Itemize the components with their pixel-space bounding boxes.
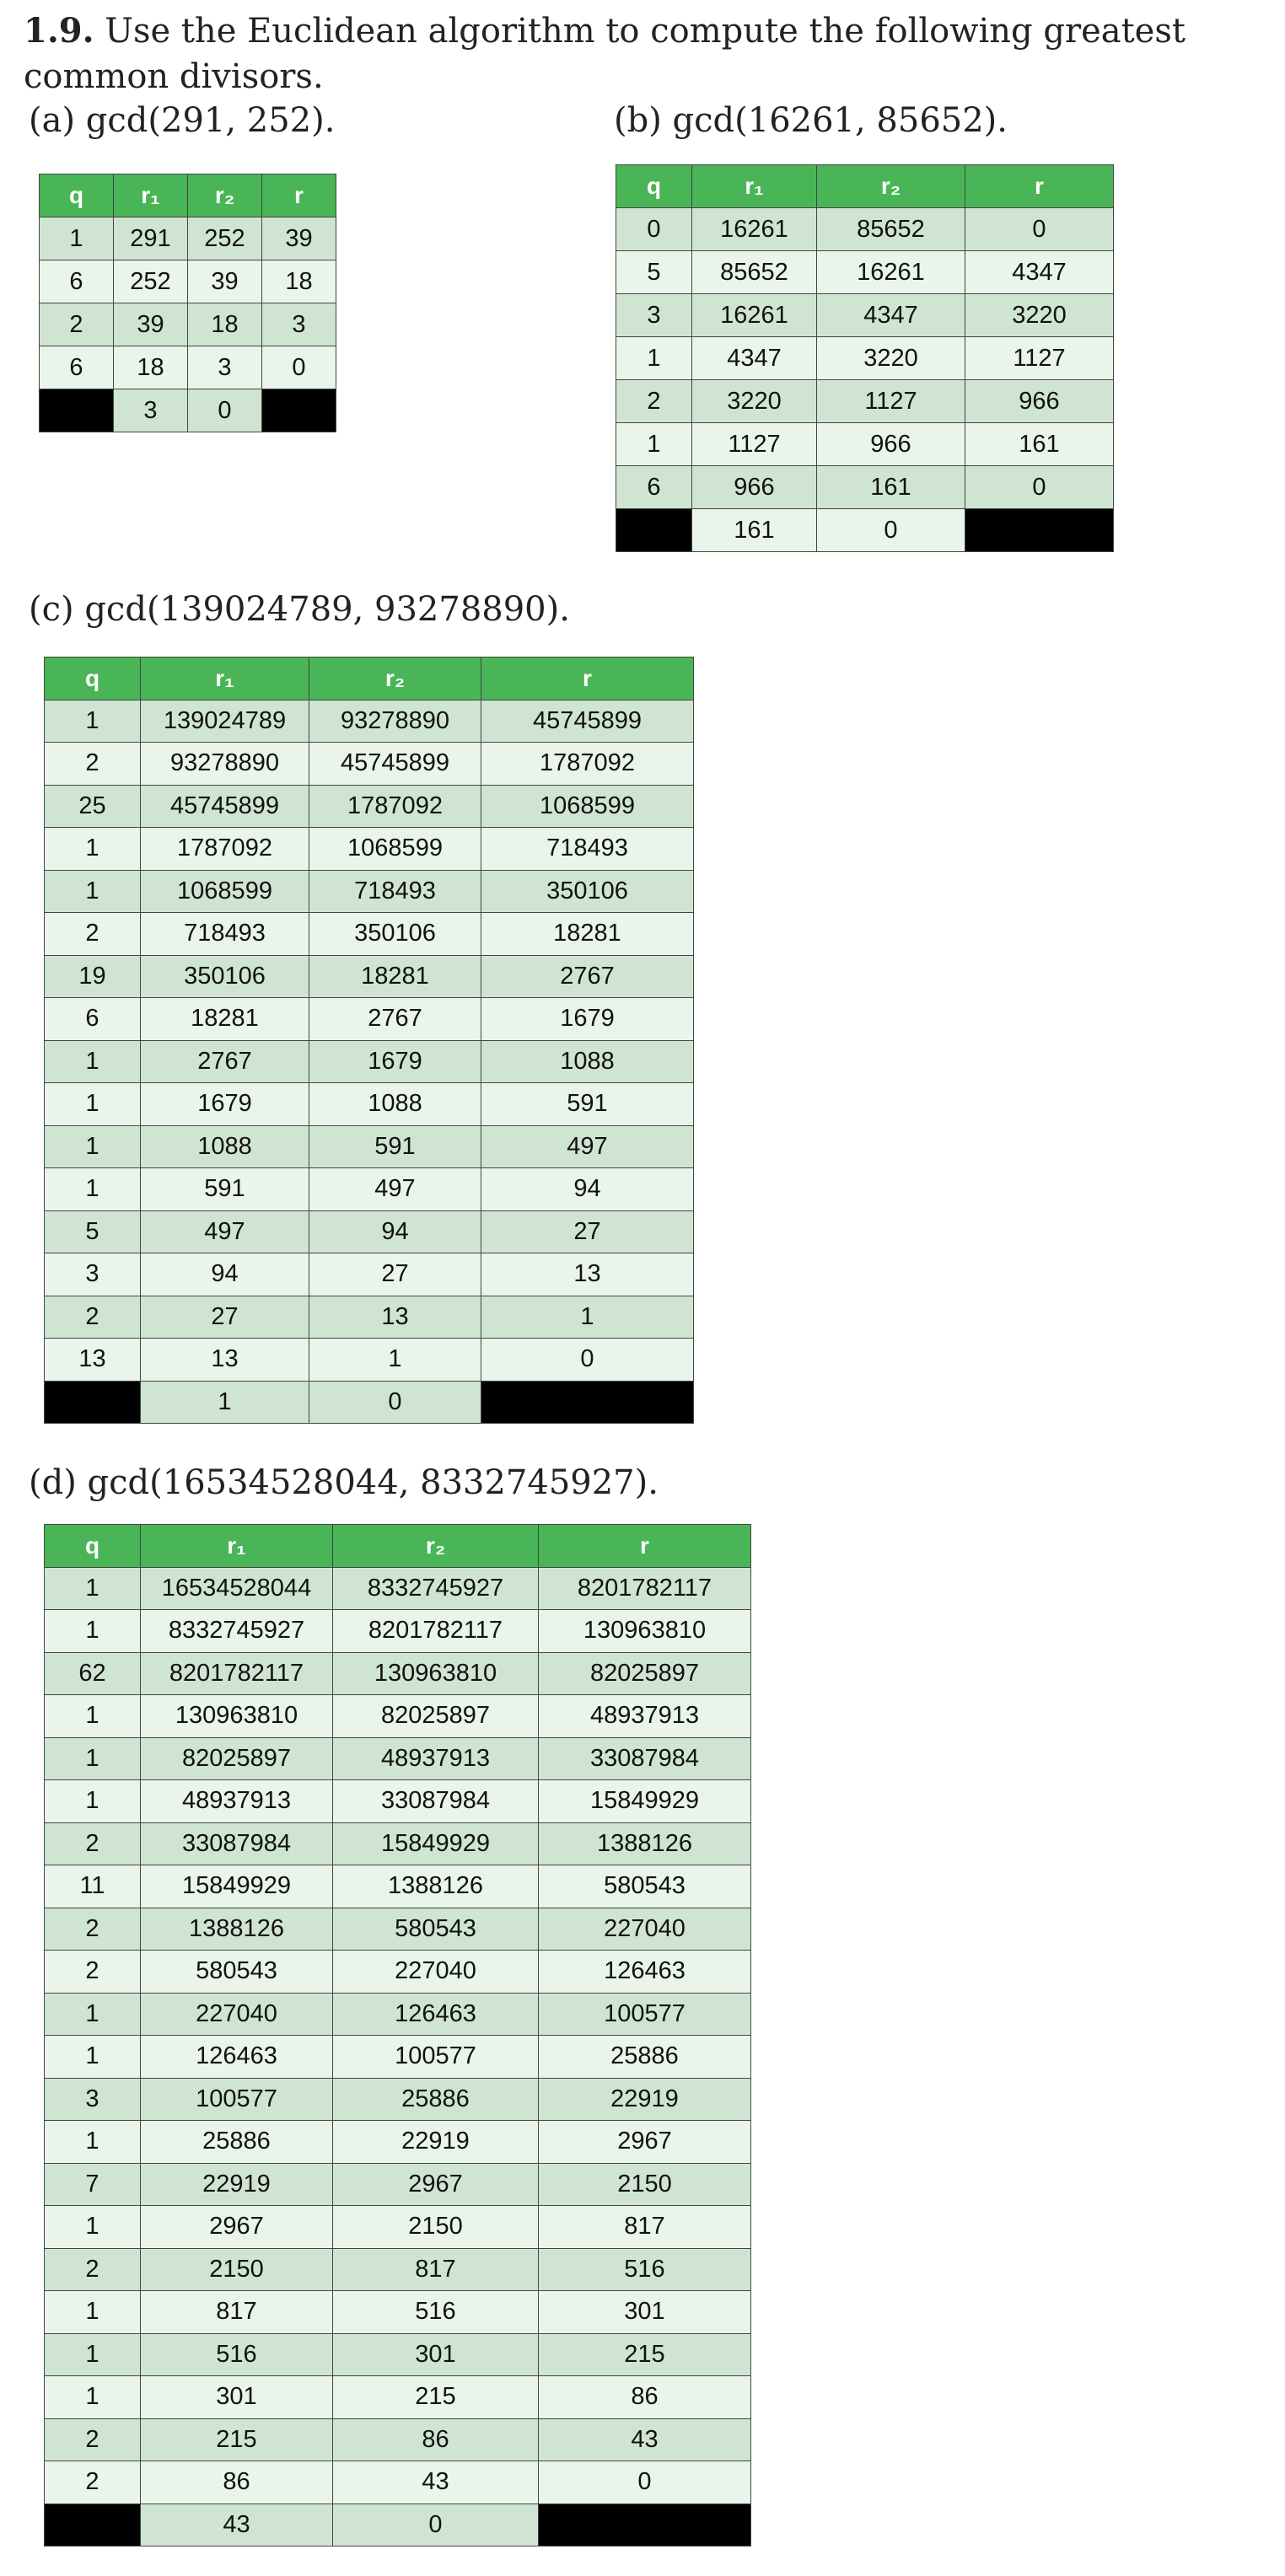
cell-q: 11	[45, 1865, 141, 1908]
cell-r: 15849929	[539, 1780, 751, 1823]
column-header-r: r	[539, 1525, 751, 1568]
cell-q: 3	[616, 294, 692, 337]
cell-r1: 291	[114, 217, 188, 260]
table-row	[45, 1695, 751, 1738]
blank-cell	[481, 1381, 694, 1424]
cell-q: 2	[45, 913, 141, 956]
table-row	[616, 208, 1114, 251]
cell-r2: 1388126	[333, 1865, 539, 1908]
table-row	[45, 2036, 751, 2079]
cell-r1: 817	[141, 2291, 333, 2334]
column-header-r1: r₁	[141, 1525, 333, 1568]
cell-r1: 27	[141, 1296, 309, 1339]
cell-r: 0	[965, 208, 1114, 251]
cell-r1: 93278890	[141, 743, 309, 786]
cell-r: 817	[539, 2206, 751, 2249]
cell-r: 1088	[481, 1040, 694, 1083]
cell-r1: 4347	[692, 337, 817, 380]
cell-r1: 1068599	[141, 870, 309, 913]
cell-q: 1	[45, 1567, 141, 1610]
table-row	[45, 1822, 751, 1865]
cell-q: 3	[45, 1253, 141, 1296]
cell-q: 1	[45, 700, 141, 743]
cell-q: 1	[45, 870, 141, 913]
table-row	[45, 743, 694, 786]
table-row	[45, 1210, 694, 1253]
cell-r: 13	[481, 1253, 694, 1296]
cell-r2: 1068599	[309, 828, 481, 871]
cell-r1: 350106	[141, 955, 309, 998]
cell-r2: 817	[333, 2248, 539, 2291]
cell-r: 45745899	[481, 700, 694, 743]
column-header-r1: r₁	[114, 174, 188, 217]
cell-r: 591	[481, 1083, 694, 1126]
table-row	[45, 1951, 751, 1994]
cell-r1: 139024789	[141, 700, 309, 743]
cell-r: 497	[481, 1125, 694, 1168]
cell-q: 2	[45, 1822, 141, 1865]
problem-statement	[24, 8, 1280, 99]
cell-r2: 718493	[309, 870, 481, 913]
table-row	[40, 303, 336, 346]
table-row	[45, 785, 694, 828]
final-cell-r2: 0	[188, 389, 262, 432]
part-d-table	[44, 1524, 751, 2546]
table-row	[45, 828, 694, 871]
cell-r2: 25886	[333, 2078, 539, 2121]
table-row	[45, 2078, 751, 2121]
table-row	[616, 380, 1114, 423]
cell-r2: 4347	[817, 294, 965, 337]
cell-r: 39	[262, 217, 336, 260]
table-row	[45, 700, 694, 743]
cell-r1: 18281	[141, 998, 309, 1041]
table-row	[45, 1125, 694, 1168]
cell-r1: 966	[692, 466, 817, 509]
cell-r: 2967	[539, 2121, 751, 2164]
cell-r1: 25886	[141, 2121, 333, 2164]
cell-q: 6	[40, 346, 114, 389]
cell-r: 25886	[539, 2036, 751, 2079]
cell-r2: 215	[333, 2376, 539, 2419]
cell-q: 13	[45, 1339, 141, 1382]
blank-cell	[965, 509, 1114, 552]
cell-r: 3	[262, 303, 336, 346]
final-cell-r2: 0	[333, 2504, 539, 2546]
cell-r: 48937913	[539, 1695, 751, 1738]
cell-q: 6	[616, 466, 692, 509]
cell-r2: 227040	[333, 1951, 539, 1994]
part-a-table	[39, 174, 336, 432]
cell-r2: 27	[309, 1253, 481, 1296]
cell-r: 0	[481, 1339, 694, 1382]
cell-q: 2	[45, 743, 141, 786]
cell-r1: 130963810	[141, 1695, 333, 1738]
cell-r2: 8332745927	[333, 1567, 539, 1610]
final-cell-r1: 43	[141, 2504, 333, 2546]
cell-r: 0	[539, 2461, 751, 2504]
cell-r2: 580543	[333, 1908, 539, 1951]
cell-r2: 93278890	[309, 700, 481, 743]
column-header-q: q	[45, 657, 141, 700]
cell-r: 1068599	[481, 785, 694, 828]
table-row	[40, 346, 336, 389]
blank-cell	[40, 389, 114, 432]
cell-q: 6	[45, 998, 141, 1041]
table-row	[45, 2418, 751, 2461]
cell-r2: 22919	[333, 2121, 539, 2164]
cell-r1: 15849929	[141, 1865, 333, 1908]
cell-r1: 718493	[141, 913, 309, 956]
cell-q: 1	[45, 2291, 141, 2334]
cell-r1: 13	[141, 1339, 309, 1382]
cell-q: 6	[40, 260, 114, 303]
cell-r1: 580543	[141, 1951, 333, 1994]
table-row	[45, 1040, 694, 1083]
cell-r1: 16261	[692, 294, 817, 337]
table-row	[616, 294, 1114, 337]
table-row	[45, 1780, 751, 1823]
cell-q: 2	[40, 303, 114, 346]
cell-r1: 100577	[141, 2078, 333, 2121]
table-row	[616, 251, 1114, 294]
cell-r: 1679	[481, 998, 694, 1041]
cell-r2: 16261	[817, 251, 965, 294]
cell-r: 18	[262, 260, 336, 303]
column-header-r2: r₂	[188, 174, 262, 217]
cell-r: 1127	[965, 337, 1114, 380]
table-row	[45, 1993, 751, 2036]
header-row	[616, 165, 1114, 208]
final-cell-r2: 0	[309, 1381, 481, 1424]
cell-r: 215	[539, 2333, 751, 2376]
cell-r1: 1679	[141, 1083, 309, 1126]
cell-q: 25	[45, 785, 141, 828]
cell-r1: 3220	[692, 380, 817, 423]
cell-r2: 350106	[309, 913, 481, 956]
blank-cell	[45, 1381, 141, 1424]
cell-r1: 94	[141, 1253, 309, 1296]
cell-r: 33087984	[539, 1737, 751, 1780]
cell-r1: 39	[114, 303, 188, 346]
cell-r2: 18	[188, 303, 262, 346]
column-header-r: r	[262, 174, 336, 217]
part-d-label: (d) gcd(16534528044, 8332745927).	[29, 1463, 659, 1502]
final-cell-r1: 3	[114, 389, 188, 432]
table-row	[45, 2333, 751, 2376]
cell-r: 161	[965, 423, 1114, 466]
cell-q: 1	[40, 217, 114, 260]
header-row	[45, 657, 694, 700]
cell-r1: 301	[141, 2376, 333, 2419]
cell-r: 227040	[539, 1908, 751, 1951]
cell-q: 2	[45, 1296, 141, 1339]
cell-r2: 3	[188, 346, 262, 389]
cell-r2: 301	[333, 2333, 539, 2376]
cell-r1: 215	[141, 2418, 333, 2461]
cell-r2: 2767	[309, 998, 481, 1041]
cell-r2: 43	[333, 2461, 539, 2504]
cell-r: 100577	[539, 1993, 751, 2036]
table-row	[45, 1865, 751, 1908]
table-row	[40, 217, 336, 260]
cell-r2: 1088	[309, 1083, 481, 1126]
cell-q: 2	[45, 1951, 141, 1994]
cell-r2: 48937913	[333, 1737, 539, 1780]
table-row	[45, 1567, 751, 1610]
cell-q: 1	[45, 2333, 141, 2376]
cell-r2: 516	[333, 2291, 539, 2334]
cell-r2: 94	[309, 1210, 481, 1253]
cell-r1: 86	[141, 2461, 333, 2504]
part-c-label: (c) gcd(139024789, 93278890).	[29, 590, 570, 629]
cell-r1: 48937913	[141, 1780, 333, 1823]
cell-r1: 16261	[692, 208, 817, 251]
cell-r: 0	[262, 346, 336, 389]
part-c-table	[44, 657, 694, 1424]
final-row	[40, 389, 336, 432]
cell-q: 1	[45, 1168, 141, 1211]
cell-r1: 33087984	[141, 1822, 333, 1865]
blank-cell	[45, 2504, 141, 2546]
cell-r2: 85652	[817, 208, 965, 251]
cell-r: 4347	[965, 251, 1114, 294]
table-row	[45, 1610, 751, 1653]
cell-r1: 2150	[141, 2248, 333, 2291]
cell-r1: 1787092	[141, 828, 309, 871]
cell-r1: 497	[141, 1210, 309, 1253]
cell-r1: 591	[141, 1168, 309, 1211]
cell-r: 27	[481, 1210, 694, 1253]
table-row	[616, 466, 1114, 509]
blank-cell	[262, 389, 336, 432]
blank-cell	[539, 2504, 751, 2546]
cell-q: 1	[45, 2376, 141, 2419]
cell-r2: 15849929	[333, 1822, 539, 1865]
column-header-r2: r₂	[817, 165, 965, 208]
cell-q: 1	[45, 2121, 141, 2164]
cell-r1: 8332745927	[141, 1610, 333, 1653]
table-row	[45, 1908, 751, 1951]
cell-r2: 161	[817, 466, 965, 509]
table-row	[45, 998, 694, 1041]
column-header-q: q	[616, 165, 692, 208]
column-header-r2: r₂	[309, 657, 481, 700]
table-row	[45, 2376, 751, 2419]
problem-text: Use the Euclidean algorithm to compute the following greatest common divisors.	[24, 12, 1186, 96]
header-row	[45, 1525, 751, 1568]
cell-r2: 45745899	[309, 743, 481, 786]
cell-r2: 1	[309, 1339, 481, 1382]
part-b-table	[616, 164, 1114, 552]
cell-q: 2	[45, 2461, 141, 2504]
cell-r: 0	[965, 466, 1114, 509]
cell-q: 0	[616, 208, 692, 251]
cell-r: 130963810	[539, 1610, 751, 1653]
cell-r: 580543	[539, 1865, 751, 1908]
cell-q: 1	[45, 1993, 141, 2036]
cell-r2: 1127	[817, 380, 965, 423]
cell-r1: 126463	[141, 2036, 333, 2079]
cell-r1: 16534528044	[141, 1567, 333, 1610]
table-row	[45, 2291, 751, 2334]
cell-r: 18281	[481, 913, 694, 956]
cell-r: 2767	[481, 955, 694, 998]
table-row	[45, 870, 694, 913]
table-row	[45, 2248, 751, 2291]
cell-q: 1	[45, 2036, 141, 2079]
cell-q: 2	[616, 380, 692, 423]
cell-r2: 3220	[817, 337, 965, 380]
cell-r: 516	[539, 2248, 751, 2291]
header-row	[40, 174, 336, 217]
cell-r1: 2967	[141, 2206, 333, 2249]
final-cell-r2: 0	[817, 509, 965, 552]
cell-r2: 497	[309, 1168, 481, 1211]
part-a-label: (a) gcd(291, 252).	[29, 101, 336, 140]
table-row	[45, 1652, 751, 1695]
final-cell-r1: 1	[141, 1381, 309, 1424]
column-header-r1: r₁	[141, 657, 309, 700]
cell-r1: 1127	[692, 423, 817, 466]
cell-r: 1787092	[481, 743, 694, 786]
cell-r1: 516	[141, 2333, 333, 2376]
cell-r2: 1679	[309, 1040, 481, 1083]
cell-q: 1	[45, 1610, 141, 1653]
cell-r: 86	[539, 2376, 751, 2419]
part-b-label: (b) gcd(16261, 85652).	[614, 101, 1008, 140]
final-row	[616, 509, 1114, 552]
table-row	[45, 1253, 694, 1296]
cell-r: 718493	[481, 828, 694, 871]
table-row	[45, 1339, 694, 1382]
cell-r: 350106	[481, 870, 694, 913]
cell-r1: 252	[114, 260, 188, 303]
cell-q: 1	[45, 828, 141, 871]
final-row	[45, 2504, 751, 2546]
table-row	[616, 337, 1114, 380]
column-header-q: q	[40, 174, 114, 217]
cell-r2: 82025897	[333, 1695, 539, 1738]
cell-r2: 591	[309, 1125, 481, 1168]
column-header-q: q	[45, 1525, 141, 1568]
cell-r: 3220	[965, 294, 1114, 337]
cell-r1: 1088	[141, 1125, 309, 1168]
cell-r2: 39	[188, 260, 262, 303]
table-row	[40, 260, 336, 303]
cell-q: 1	[45, 1083, 141, 1126]
cell-q: 1	[45, 1040, 141, 1083]
cell-r1: 1388126	[141, 1908, 333, 1951]
cell-r2: 86	[333, 2418, 539, 2461]
cell-q: 3	[45, 2078, 141, 2121]
cell-r1: 82025897	[141, 1737, 333, 1780]
problem-number: 1.9.	[24, 11, 94, 51]
cell-r2: 2967	[333, 2163, 539, 2206]
table-row	[45, 955, 694, 998]
final-row	[45, 1381, 694, 1424]
table-row	[45, 2206, 751, 2249]
cell-q: 2	[45, 1908, 141, 1951]
cell-r1: 45745899	[141, 785, 309, 828]
final-cell-r1: 161	[692, 509, 817, 552]
cell-r: 126463	[539, 1951, 751, 1994]
cell-r1: 85652	[692, 251, 817, 294]
table-row	[616, 423, 1114, 466]
cell-r: 22919	[539, 2078, 751, 2121]
cell-r2: 126463	[333, 1993, 539, 2036]
cell-r2: 13	[309, 1296, 481, 1339]
table-row	[45, 2121, 751, 2164]
cell-r1: 18	[114, 346, 188, 389]
column-header-r: r	[481, 657, 694, 700]
cell-r1: 2767	[141, 1040, 309, 1083]
cell-q: 1	[45, 1125, 141, 1168]
cell-r2: 18281	[309, 955, 481, 998]
cell-r: 1	[481, 1296, 694, 1339]
cell-q: 1	[45, 1780, 141, 1823]
table-row	[45, 1737, 751, 1780]
cell-q: 5	[616, 251, 692, 294]
cell-r2: 33087984	[333, 1780, 539, 1823]
cell-r: 2150	[539, 2163, 751, 2206]
table-row	[45, 1168, 694, 1211]
cell-q: 62	[45, 1652, 141, 1695]
table-row	[45, 2461, 751, 2504]
table-row	[45, 913, 694, 956]
cell-r: 301	[539, 2291, 751, 2334]
cell-r2: 100577	[333, 2036, 539, 2079]
cell-q: 1	[45, 1695, 141, 1738]
cell-r2: 1787092	[309, 785, 481, 828]
cell-r: 966	[965, 380, 1114, 423]
cell-r2: 8201782117	[333, 1610, 539, 1653]
column-header-r: r	[965, 165, 1114, 208]
cell-r: 8201782117	[539, 1567, 751, 1610]
cell-r: 43	[539, 2418, 751, 2461]
cell-q: 7	[45, 2163, 141, 2206]
table-row	[45, 1083, 694, 1126]
column-header-r2: r₂	[333, 1525, 539, 1568]
cell-r2: 252	[188, 217, 262, 260]
cell-r1: 227040	[141, 1993, 333, 2036]
table-row	[45, 2163, 751, 2206]
cell-q: 1	[616, 337, 692, 380]
cell-q: 1	[616, 423, 692, 466]
column-header-r1: r₁	[692, 165, 817, 208]
cell-r: 1388126	[539, 1822, 751, 1865]
blank-cell	[616, 509, 692, 552]
cell-q: 2	[45, 2248, 141, 2291]
cell-r2: 130963810	[333, 1652, 539, 1695]
cell-r1: 8201782117	[141, 1652, 333, 1695]
cell-q: 2	[45, 2418, 141, 2461]
cell-q: 5	[45, 1210, 141, 1253]
cell-r2: 2150	[333, 2206, 539, 2249]
cell-r2: 966	[817, 423, 965, 466]
table-row	[45, 1296, 694, 1339]
cell-q: 19	[45, 955, 141, 998]
cell-r1: 22919	[141, 2163, 333, 2206]
cell-r: 94	[481, 1168, 694, 1211]
cell-r: 82025897	[539, 1652, 751, 1695]
cell-q: 1	[45, 2206, 141, 2249]
cell-q: 1	[45, 1737, 141, 1780]
